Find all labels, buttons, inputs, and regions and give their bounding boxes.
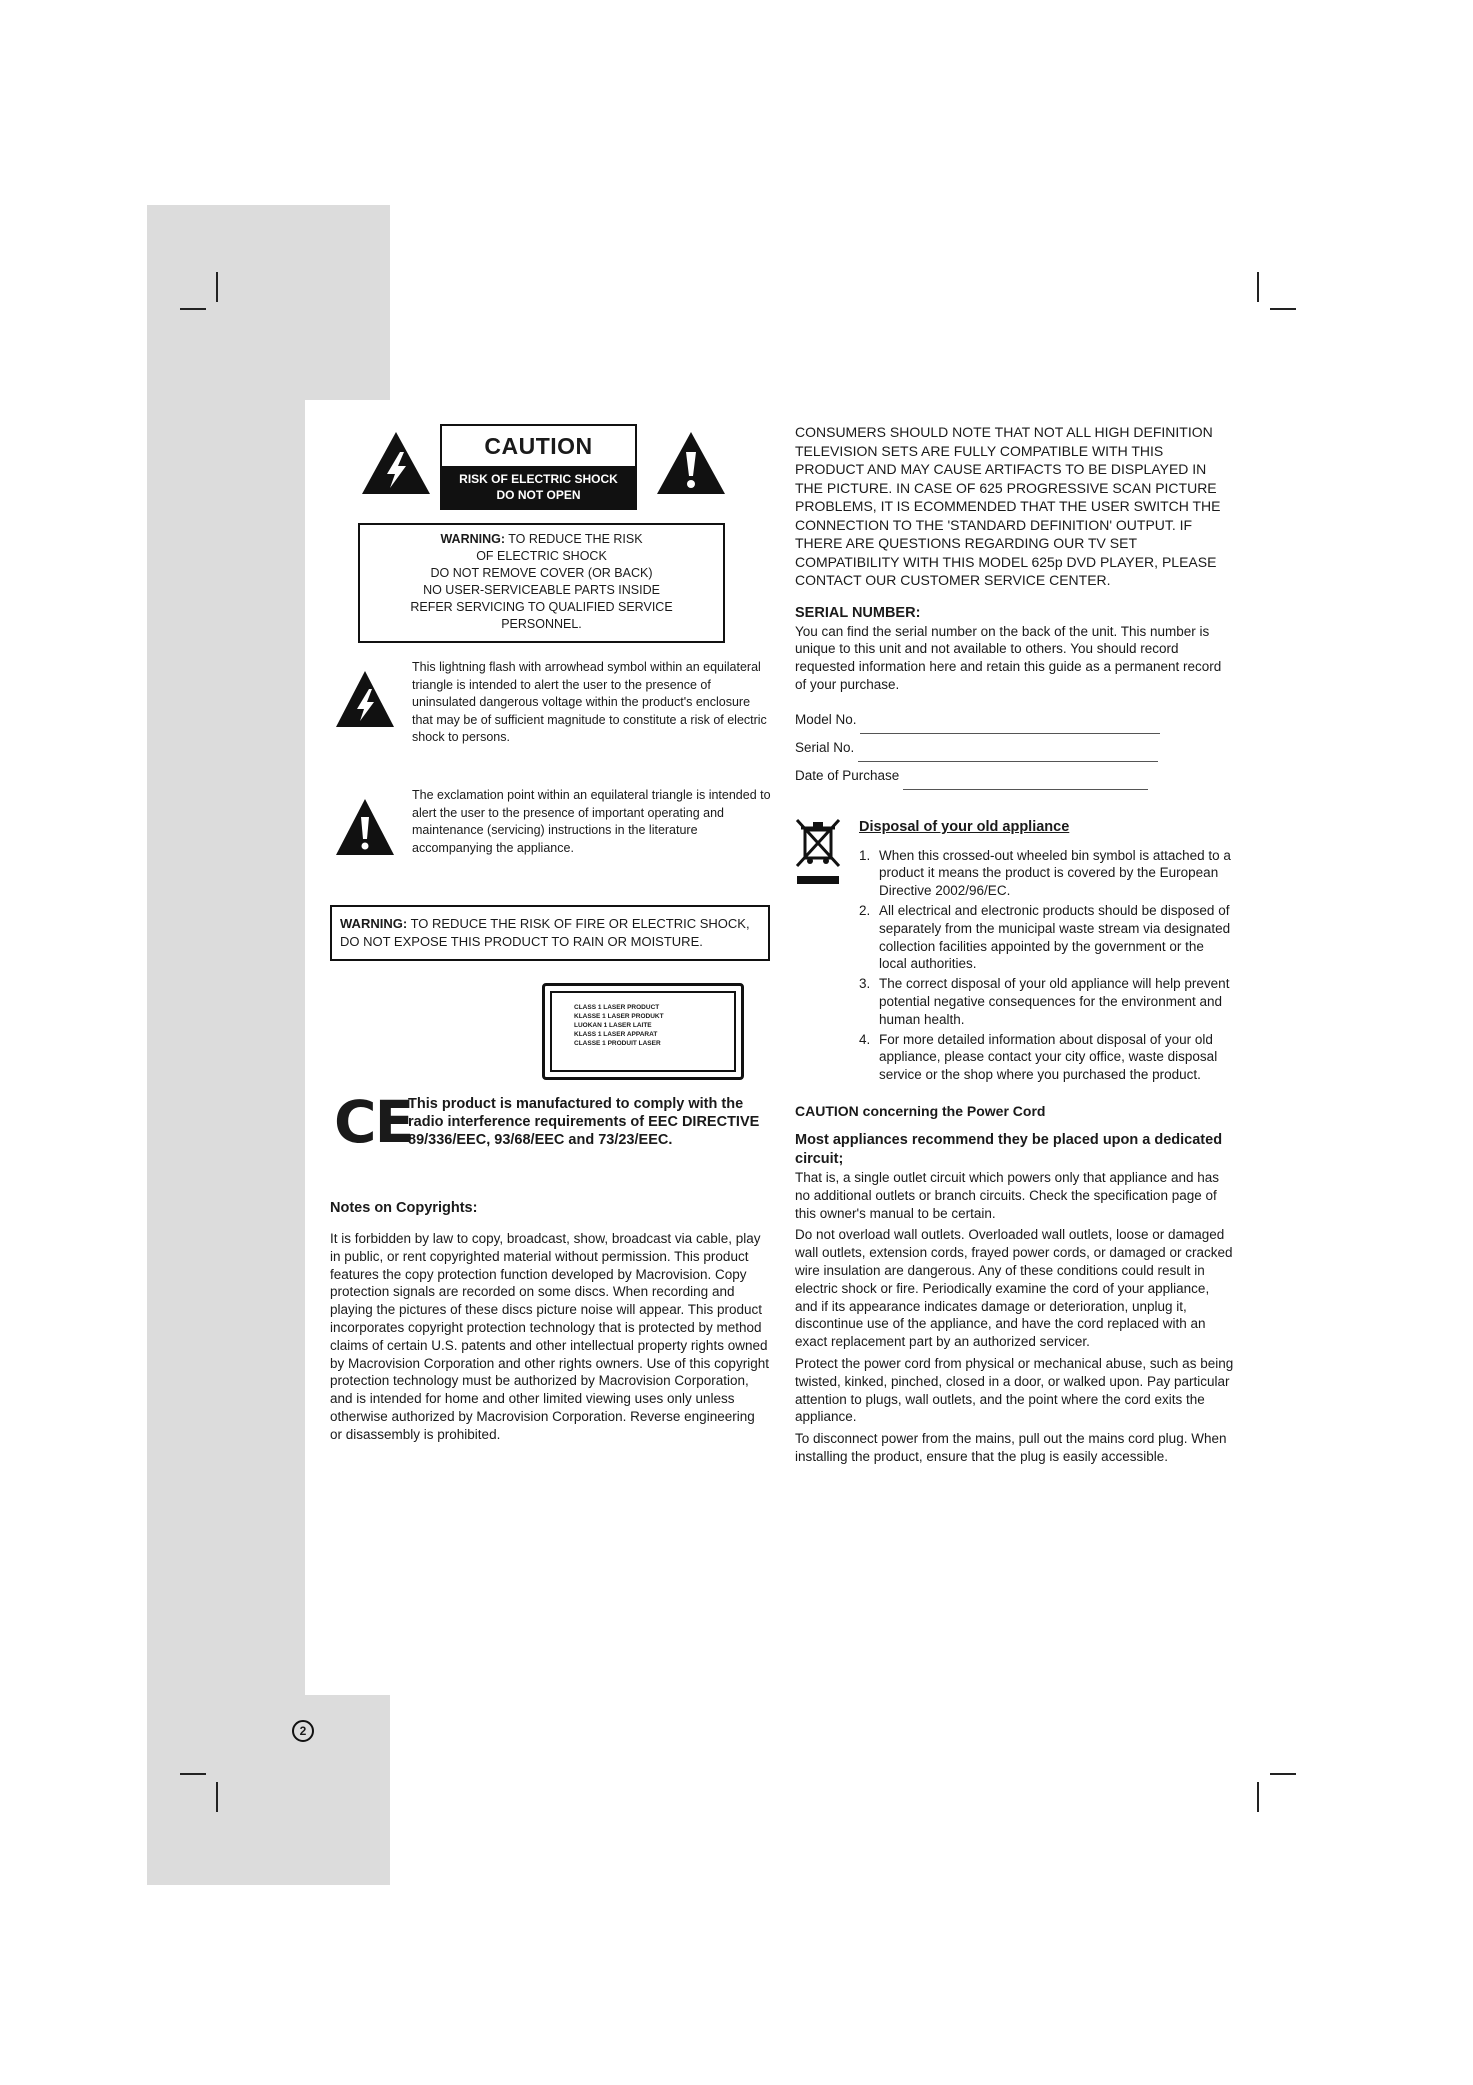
caution-header	[330, 420, 770, 515]
caution-sub-line-2: DO NOT OPEN	[496, 488, 581, 502]
laser-label-area	[330, 961, 770, 1081]
page-number: 2	[292, 1720, 314, 1742]
crossed-bin-icon	[795, 816, 841, 888]
power-cord-paragraph-4: To disconnect power from the mains, pull out the mains cord plug. When installing the product, ensure that the plug is easily accessible.	[795, 1431, 1227, 1464]
lightning-triangle-icon	[334, 669, 396, 729]
copyrights-section	[330, 1199, 770, 1444]
laser-line-4: KLASS 1 LASER APPARAT	[574, 1031, 658, 1038]
ce-compliance	[330, 1088, 770, 1179]
caution-label	[440, 424, 637, 510]
crop-mark-bottom-right-h	[1270, 1773, 1296, 1775]
copyrights-body: It is forbidden by law to copy, broadcast, show, broadcast via cable, play in public, or rent copyrighted material without permission. This product features the copy protection function developed by Macrovision. Copy protection signals are recorded on some discs. When recording and playing the pictures of these discs picture noise will appear. This product incorporates copyright protection technology that is protected by method claims of certain U.S. patents and other intellectual property rights owned by Macrovision Corporation and other rights owners. Use of this copyright protection technology must be authorized by Macrovision Corporation, and is intended for home and other limited viewing uses only unless otherwise authorized by Macrovision Corporation. Reverse engineering or disassembly is prohibited.	[330, 1231, 769, 1442]
disposal-heading: Disposal of your old appliance	[859, 818, 1070, 835]
shock-warning-box	[358, 523, 725, 643]
consumers-note: CONSUMERS SHOULD NOTE THAT NOT ALL HIGH DEFINITION TELEVISION SETS ARE FULLY COMPATIBLE WITH THIS PRODUCT AND MAY CAUSE ARTIFACTS TO BE DISPLAYED IN THE PICTURE. IN CASE OF 625 PROGRESSIVE SCAN PICTURE PROBLEMS, IT IS ECOMMENDED THAT THE USER SWITCH THE CONNECTION TO THE 'STANDARD DEFINITION' OUTPUT. IF THERE ARE QUESTIONS REGARDING OUR TV SET COMPATIBILITY WITH THIS MODEL 625p DVD PLAYER, PLEASE CONTACT OUR CUSTOMER SERVICE CENTER.	[795, 424, 1221, 588]
serial-body: You can find the serial number on the back of the unit. This number is unique to this unit and not available to others. You should record requested information here and retain this guide as a permanent record of your purchase.	[795, 623, 1222, 692]
shock-warning-line-1: TO REDUCE THE RISK	[508, 532, 643, 546]
shock-warning-line-5: REFER SERVICING TO QUALIFIED SERVICE	[410, 600, 673, 614]
shock-warning-line-2: OF ELECTRIC SHOCK	[476, 549, 607, 563]
caution-subtitle	[442, 466, 635, 508]
crop-mark-bottom-right-v	[1257, 1782, 1259, 1812]
disposal-item: 4. For more detailed information about disposal of your old appliance, please contact your city office, waste disposal service or the shop where you purchased the product.	[859, 1031, 1218, 1083]
model-number-row	[795, 706, 1235, 734]
crop-mark-top-left-h	[180, 308, 206, 310]
laser-line-2: KLASSE 1 LASER PRODUKT	[574, 1013, 664, 1020]
power-cord-section	[795, 1102, 1235, 1466]
power-cord-paragraph-2: Do not overload wall outlets. Overloaded wall outlets, loose or damaged wall outlets, extension cords, frayed power cords, or damaged or cracked wire insulation are dangerous. Any of these conditions could result in electric shock or fire. Periodically examine the cord of your appliance, and if its appearance indicates damage or deterioration, unplug it, discontinue use of the appliance, and have the cord replaced with an exact replacement part by an authorized servicer.	[795, 1227, 1233, 1350]
crop-mark-top-right-v	[1257, 272, 1259, 302]
lightning-explanation-text: This lightning flash with arrowhead symbol within an equilateral triangle is intended to alert the user to the presence of uninsulated dangerous voltage within the product's enclosure that may be of sufficient magnitude to constitute a risk of electric shock to persons.	[412, 660, 767, 744]
laser-line-1: CLASS 1 LASER PRODUCT	[574, 1004, 660, 1011]
caution-sub-line-1: RISK OF ELECTRIC SHOCK	[459, 472, 618, 486]
purchase-date-label: Date of Purchase	[795, 767, 900, 783]
copyrights-heading: Notes on Copyrights:	[330, 1200, 478, 1216]
serial-number-label: Serial No.	[795, 739, 855, 755]
caution-title: CAUTION	[484, 433, 593, 459]
crop-mark-top-right-h	[1270, 308, 1296, 310]
laser-product-label	[542, 983, 744, 1080]
lightning-warning-icon	[360, 430, 432, 496]
power-cord-paragraph-3: Protect the power cord from physical or mechanical abuse, such as being twisted, kinked, pinched, closed in a door, or walked upon. Pay particular attention to plugs, wall outlets, and the point where the cord exits the appliance.	[795, 1356, 1234, 1425]
disposal-list	[859, 847, 1235, 1084]
purchase-date-row	[795, 762, 1235, 790]
left-column	[330, 420, 770, 1444]
shock-warning-label: WARNING:	[440, 532, 506, 546]
exclamation-explanation-text: The exclamation point within an equilateral triangle is intended to alert the user to the presence of important operating and maintenance (servicing) instructions in the literature accompanying the appliance.	[412, 788, 771, 855]
disposal-item: 3. The correct disposal of your old appliance will help prevent potential negative consequences for the environment and human health.	[859, 976, 1230, 1027]
crop-mark-top-left-v	[216, 272, 218, 302]
ce-mark-logo: CE	[334, 1088, 413, 1156]
laser-line-3: LUOKAN 1 LASER LAITE	[574, 1022, 652, 1029]
power-cord-heading: CAUTION concerning the Power Cord	[795, 1103, 1046, 1120]
shock-warning-line-6: PERSONNEL.	[501, 617, 582, 631]
serial-heading: SERIAL NUMBER:	[795, 604, 921, 621]
serial-number-section	[795, 604, 1235, 790]
model-number-field	[860, 718, 1160, 734]
disposal-item: 2. All electrical and electronic products should be disposed of separately from the municipal waste stream via designated collection facilities appointed by the government or the local authorities.	[859, 903, 1231, 972]
exclamation-explanation	[330, 787, 770, 891]
exclamation-warning-icon	[655, 430, 727, 496]
fire-warning-text: TO REDUCE THE RISK OF FIRE OR ELECTRIC SHOCK, DO NOT EXPOSE THIS PRODUCT TO RAIN OR MOISTURE.	[340, 916, 750, 949]
model-number-label: Model No.	[795, 711, 857, 727]
disposal-section	[795, 818, 1235, 1084]
purchase-date-field	[903, 774, 1148, 790]
crop-mark-bottom-left-v	[216, 1782, 218, 1812]
disposal-item: 1. When this crossed-out wheeled bin symbol is attached to a product it means the product is covered by the European Directive 2002/96/EC.	[859, 847, 1231, 899]
power-cord-paragraph-1: That is, a single outlet circuit which powers only that appliance and has no additional outlets or branch circuits. Check the specification page of this owner's manual to be certain.	[795, 1170, 1219, 1221]
lightning-explanation	[330, 659, 770, 769]
shock-warning-line-4: NO USER-SERVICEABLE PARTS INSIDE	[423, 583, 660, 597]
fire-warning-label: WARNING:	[340, 916, 408, 931]
crop-mark-bottom-left-h	[180, 1773, 206, 1775]
power-cord-subheading: Most appliances recommend they be placed upon a dedicated circuit;	[795, 1132, 1223, 1168]
serial-number-row	[795, 734, 1235, 762]
exclamation-triangle-icon	[334, 797, 396, 857]
gray-margin-bottom	[147, 1695, 390, 1885]
serial-number-field	[858, 746, 1158, 762]
fire-warning-box	[330, 905, 770, 961]
laser-line-5: CLASSE 1 PRODUIT LASER	[574, 1040, 661, 1047]
gray-margin-middle	[147, 400, 305, 1695]
right-column	[795, 423, 1235, 1466]
ce-compliance-text: This product is manufactured to comply with the radio interference requirements of EEC DIRECTIVE 89/336/EEC, 93/68/EEC and 73/23/EEC.	[408, 1096, 760, 1148]
shock-warning-line-3: DO NOT REMOVE COVER (OR BACK)	[430, 566, 653, 580]
gray-margin-top	[147, 205, 390, 400]
